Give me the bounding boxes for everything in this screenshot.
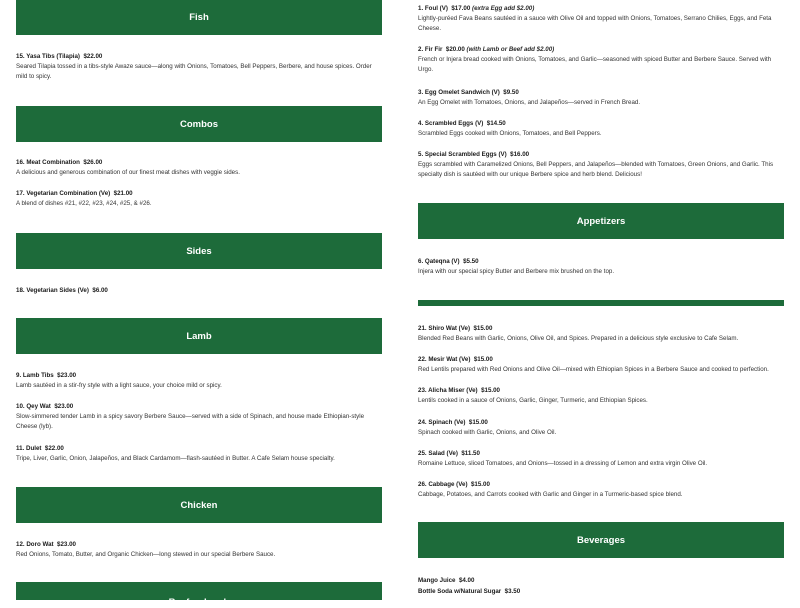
- item-price: $6.00: [92, 287, 108, 294]
- item-price: $26.00: [83, 159, 103, 166]
- item-desc: Tripe, Liver, Garlic, Onion, Jalapeños, and Black Cardamom—flash-sautéed in Butter. A Cafe Selam house specialty.: [16, 455, 335, 462]
- menu-item: [16, 540, 382, 560]
- menu-item: [16, 402, 382, 432]
- item-desc: Lightly-puréed Fava Beans sautéed in a sauce with Olive Oil and topped with Onions, Tomatoes, Serrano Chilies, Eggs, and Feta Cheese.: [418, 15, 772, 32]
- item-name: 21. Shiro Wat (Ve): [418, 325, 471, 332]
- item-desc: Injera with our special spicy Butter and Berbere mix brushed on the top.: [418, 268, 615, 275]
- section-title: Beef or Lamb: [168, 597, 230, 608]
- item-price: $21.00: [113, 190, 133, 197]
- item-desc: Blended Red Beans with Garlic, Onions, Olive Oil, and Spices. Prepared in a delicious style exclusive to Cafe Selam.: [418, 335, 739, 342]
- item-desc: A blend of dishes #21, #22, #23, #24, #25, & #26.: [16, 200, 152, 207]
- menu-item: [418, 88, 784, 108]
- section-header-beverages: Beverages: [418, 522, 784, 558]
- item-price: $22.00: [83, 53, 103, 60]
- item-price: $23.00: [54, 403, 74, 410]
- section-header-fish: Fish: [16, 0, 382, 35]
- menu-item: [16, 52, 382, 82]
- item-price: $14.50: [486, 120, 506, 127]
- item-price: $15.00: [470, 481, 490, 488]
- menu-item: [418, 257, 784, 277]
- item-name: 1. Foul (V): [418, 5, 448, 12]
- item-price: $17.00: [451, 5, 471, 12]
- item-price: $15.00: [468, 419, 488, 426]
- item-name: 11. Dulet: [16, 445, 42, 452]
- item-desc: Scrambled Eggs cooked with Onions, Tomatoes, and Bell Peppers.: [418, 130, 602, 137]
- section-header-beef-or-lamb: [16, 582, 382, 608]
- item-desc: Slow-simmered tender Lamb in a spicy savory Berbere Sauce—served with a side of Spinach, and house made Ethiopian-style Cheese (lyb).: [16, 413, 365, 430]
- section-header-vegetarian: [418, 300, 784, 306]
- item-price: $11.50: [461, 450, 480, 457]
- item-name: 3. Egg Omelet Sandwich (V): [418, 89, 500, 96]
- item-desc: An Egg Omelet with Tomatoes, Onions, and Jalapeños—served in French Bread.: [418, 99, 641, 106]
- item-name: Bottle Soda w/Natural Sugar: [418, 588, 502, 595]
- menu-item: [16, 189, 382, 209]
- item-name: Mango Juice: [418, 577, 456, 584]
- item-name: 26. Cabbage (Ve): [418, 481, 468, 488]
- item-name: 22. Mesir Wat (Ve): [418, 356, 471, 363]
- item-price: $15.00: [473, 325, 493, 332]
- section-header-lamb: Lamb: [16, 318, 382, 354]
- item-name: 10. Qey Wat: [16, 403, 51, 410]
- menu-item: [16, 158, 382, 178]
- item-name: 12. Doro Wat: [16, 541, 54, 548]
- item-name: 23. Alicha Miser (Ve): [418, 387, 478, 394]
- item-desc: A delicious and generous combination of our finest meat dishes with veggie sides.: [16, 169, 240, 176]
- item-desc: Romaine Lettuce, sliced Tomatoes, and Onions—tossed in a dressing of Lemon and extra virgin Olive Oil.: [418, 460, 708, 467]
- menu-item: [418, 4, 784, 34]
- item-price: $15.00: [481, 387, 500, 394]
- item-name: 18. Vegetarian Sides (Ve): [16, 287, 89, 294]
- menu-item: [16, 371, 382, 391]
- item-price: $4.00: [458, 577, 475, 584]
- menu-item: [418, 449, 784, 469]
- item-name: 24. Spinach (Ve): [418, 419, 466, 426]
- item-name: 9. Lamb Tibs: [16, 372, 54, 379]
- item-desc: French or Injera bread cooked with Onions, Tomatoes, and Garlic—seasoned with spiced Butter and Berbere Sauce. Served with Urgo.: [418, 56, 772, 73]
- menu-item: [418, 150, 784, 180]
- item-name: 5. Special Scrambled Eggs (V): [418, 151, 507, 158]
- item-extra: (with Lamb or Beef add $2.00): [466, 46, 555, 53]
- menu-item: [418, 575, 784, 586]
- item-price: $16.00: [510, 151, 530, 158]
- section-header-chicken: Chicken: [16, 487, 382, 523]
- item-name: 4. Scrambled Eggs (V): [418, 120, 484, 127]
- item-price: $9.50: [503, 89, 519, 96]
- menu-item: [418, 324, 784, 344]
- menu-item: [418, 45, 784, 75]
- item-price: $5.50: [463, 258, 479, 265]
- section-header-combos: Combos: [16, 106, 382, 142]
- section-header-sides: Sides: [16, 233, 382, 269]
- menu-item: [418, 119, 784, 139]
- menu-item: [418, 386, 784, 406]
- item-name: 16. Meat Combination: [16, 159, 80, 166]
- item-name: 6. Qateqna (V): [418, 258, 460, 265]
- item-desc: Eggs scrambled with Caramelized Onions, Bell Peppers, and Jalapeños—blended with Tomatoes, Green Onions, and Garlic. This specialty dish is sautéed with our unique Berbere spice and herb blend. Delicious!: [418, 161, 774, 178]
- item-extra: (extra Egg add $2.00): [472, 5, 535, 12]
- item-price: $3.50: [504, 588, 521, 595]
- item-desc: Red Lentils prepared with Red Onions and Olive Oil—mixed with Ethiopian Spices in a Berbere Sauce and cooked to perfection.: [418, 366, 769, 373]
- item-name: 25. Salad (Ve): [418, 450, 458, 457]
- menu-item: [16, 286, 382, 296]
- item-price: $22.00: [44, 445, 64, 452]
- menu-item: [418, 586, 784, 597]
- item-desc: Lamb sautéed in a stir-fry style with a light sauce, your choice mild or spicy.: [16, 382, 222, 389]
- item-name: 17. Vegetarian Combination (Ve): [16, 190, 111, 197]
- item-price: $23.00: [57, 372, 77, 379]
- menu-item: [418, 418, 784, 438]
- item-price: $15.00: [473, 356, 493, 363]
- menu-item: [418, 480, 784, 500]
- item-price: $20.00: [445, 46, 465, 53]
- menu-item: [418, 355, 784, 375]
- item-desc: Seared Tilapia tossed in a tibs-style Awaze sauce—along with Onions, Tomatoes, Bell Peppers, Berbere, and house spices. Order mild to spicy.: [16, 63, 372, 80]
- menu-item: [16, 444, 382, 464]
- item-name: 2. Fir Fir: [418, 46, 443, 53]
- item-desc: Lentils cooked in a sauce of Onions, Garlic, Ginger, Turmeric, and Ethiopian Spices.: [418, 397, 648, 404]
- item-price: $23.00: [57, 541, 76, 548]
- section-header-appetizers: Appetizers: [418, 203, 784, 239]
- item-desc: Cabbage, Potatoes, and Carrots cooked with Garlic and Ginger in a Turmeric-based spice blend.: [418, 491, 683, 498]
- item-desc: Spinach cooked with Garlic, Onions, and Olive Oil.: [418, 429, 557, 436]
- item-desc: Red Onions, Tomato, Butter, and Organic Chicken—long stewed in our special Berbere Sauce.: [16, 551, 276, 558]
- item-name: 15. Yasa Tibs (Tilapia): [16, 53, 80, 60]
